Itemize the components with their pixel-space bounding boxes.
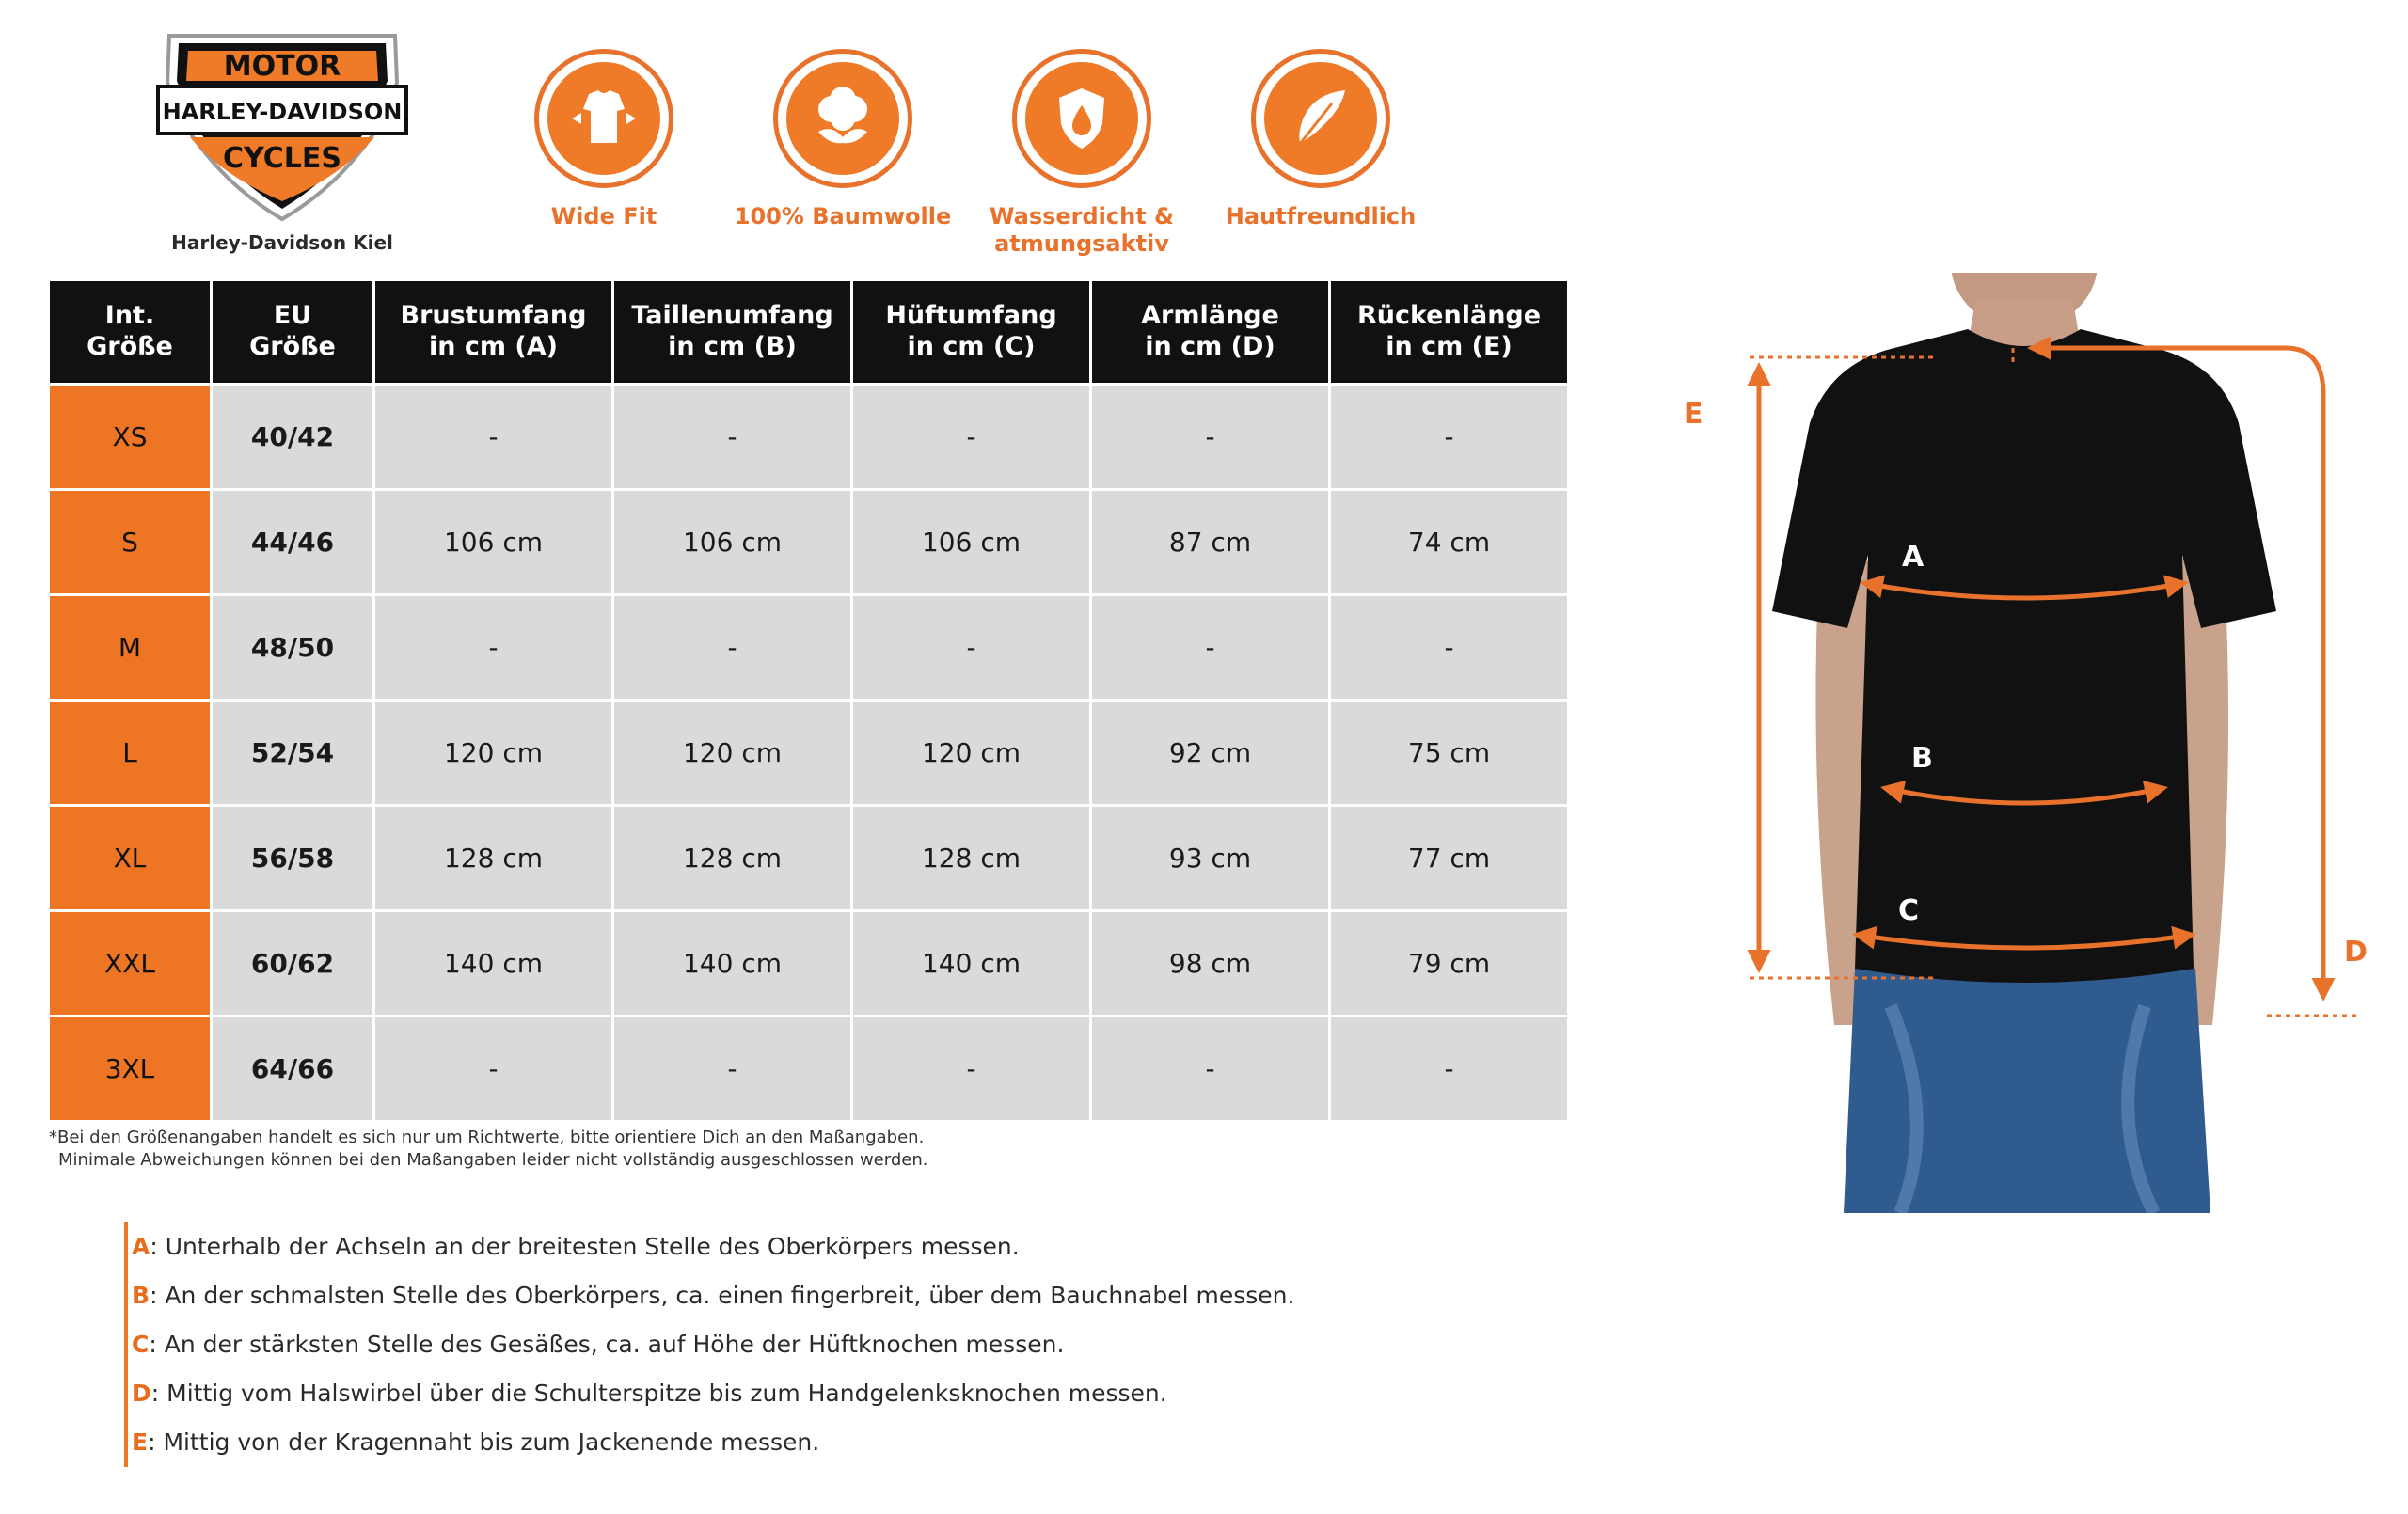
cell-waist: - — [614, 386, 850, 488]
cell-back: 79 cm — [1331, 912, 1567, 1015]
label-c: C — [1898, 894, 1920, 927]
cell-arm: 92 cm — [1092, 702, 1328, 804]
cell-chest: 128 cm — [375, 807, 611, 909]
harley-shield-logo — [150, 26, 414, 224]
cell-chest: - — [375, 596, 611, 699]
label-b: B — [1911, 742, 1933, 775]
table-row — [50, 491, 1567, 593]
legend-item-c — [128, 1320, 1294, 1369]
cell-chest: 140 cm — [375, 912, 611, 1015]
cell-arm: - — [1092, 596, 1328, 699]
cell-hip: - — [853, 596, 1089, 699]
cell-back: 77 cm — [1331, 807, 1567, 909]
label-d: D — [2344, 936, 2368, 969]
table-row — [50, 912, 1567, 1015]
cell-eu-size: 44/46 — [213, 491, 372, 593]
cell-waist: - — [614, 1017, 850, 1120]
disclaimer-line: *Bei den Größenangaben handelt es sich nur um Richtwerte, bitte orientiere Dich an den Maßangaben. — [49, 1128, 925, 1147]
table-body — [50, 386, 1567, 1120]
cell-hip: - — [853, 386, 1089, 488]
cell-back: 74 cm — [1331, 491, 1567, 593]
cell-arm: 98 cm — [1092, 912, 1328, 1015]
cell-arm: 87 cm — [1092, 491, 1328, 593]
size-disclaimer — [49, 1127, 927, 1173]
legend-text: : An der schmalsten Stelle des Oberkörpers, ca. einen fingerbreit, über dem Bauchnabel messen. — [150, 1282, 1295, 1309]
cell-arm: - — [1092, 386, 1328, 488]
cell-waist: 106 cm — [614, 491, 850, 593]
legend-item-b — [128, 1271, 1294, 1320]
svg-text:CYCLES: CYCLES — [223, 142, 341, 175]
svg-text:HARLEY-DAVIDSON: HARLEY-DAVIDSON — [162, 99, 403, 125]
header-int-size: Int. Größe — [50, 281, 210, 383]
feature-label: 100% Baumwolle — [734, 203, 952, 229]
cell-hip: 128 cm — [853, 807, 1089, 909]
cell-eu-size: 52/54 — [213, 702, 372, 804]
cell-arm: 93 cm — [1092, 807, 1328, 909]
feature-label: Wasserdicht & atmungsaktiv — [990, 203, 1174, 257]
label-e: E — [1684, 398, 1703, 431]
header-arm: Armlänge in cm (D) — [1092, 281, 1328, 383]
size-table — [47, 278, 1570, 1123]
feature-label: Wide Fit — [550, 203, 657, 229]
cell-chest: 120 cm — [375, 702, 611, 804]
legend-key: C — [132, 1331, 150, 1358]
cell-arm: - — [1092, 1017, 1328, 1120]
cell-eu-size: 64/66 — [213, 1017, 372, 1120]
feature-waterproof — [959, 49, 1204, 258]
feather-icon — [1251, 49, 1390, 188]
table-row — [50, 386, 1567, 488]
cell-hip: - — [853, 1017, 1089, 1120]
legend-text: : Mittig vom Halswirbel über die Schulterspitze bis zum Handgelenksknochen messen. — [150, 1380, 1167, 1407]
cell-chest: - — [375, 1017, 611, 1120]
cell-int-size: M — [50, 596, 210, 699]
legend-key: A — [132, 1233, 150, 1260]
cell-back: 75 cm — [1331, 702, 1567, 804]
cotton-icon — [773, 49, 912, 188]
label-a: A — [1902, 541, 1925, 574]
svg-text:MOTOR: MOTOR — [223, 50, 341, 83]
cell-eu-size: 56/58 — [213, 807, 372, 909]
cell-eu-size: 48/50 — [213, 596, 372, 699]
legend-item-a — [128, 1222, 1294, 1271]
table-header-row — [50, 281, 1567, 383]
cell-waist: - — [614, 596, 850, 699]
table-row — [50, 596, 1567, 699]
cell-back: - — [1331, 596, 1567, 699]
table-row — [50, 807, 1567, 909]
header-chest: Brustumfang in cm (A) — [375, 281, 611, 383]
table-row — [50, 702, 1567, 804]
cell-chest: 106 cm — [375, 491, 611, 593]
brand-logo — [150, 26, 414, 224]
wide-fit-icon — [534, 49, 673, 188]
cell-int-size: XXL — [50, 912, 210, 1015]
measurement-legend — [124, 1222, 1294, 1467]
feature-label: Hautfreundlich — [1225, 203, 1417, 229]
cell-waist: 120 cm — [614, 702, 850, 804]
feature-skin-friendly — [1198, 49, 1443, 230]
legend-key: D — [132, 1380, 151, 1407]
brand-caption: Harley-Davidson Kiel — [171, 231, 393, 254]
legend-text: : Unterhalb der Achseln an der breitesten Stelle des Oberkörpers messen. — [150, 1233, 1020, 1260]
cell-eu-size: 60/62 — [213, 912, 372, 1015]
cell-hip: 140 cm — [853, 912, 1089, 1015]
legend-key: B — [132, 1282, 150, 1309]
legend-item-d — [128, 1369, 1294, 1418]
header-hip: Hüftumfang in cm (C) — [853, 281, 1089, 383]
cell-int-size: L — [50, 702, 210, 804]
cell-back: - — [1331, 1017, 1567, 1120]
water-shield-icon — [1012, 49, 1151, 188]
legend-text: : An der stärksten Stelle des Gesäßes, ca. auf Höhe der Hüftknochen messen. — [149, 1331, 1065, 1358]
measurement-figure — [1656, 273, 2370, 1213]
header-back: Rückenlänge in cm (E) — [1331, 281, 1567, 383]
cell-int-size: XL — [50, 807, 210, 909]
legend-item-e — [128, 1418, 1294, 1467]
cell-hip: 106 cm — [853, 491, 1089, 593]
header-eu-size: EU Größe — [213, 281, 372, 383]
feature-wide-fit — [482, 49, 726, 230]
cell-waist: 140 cm — [614, 912, 850, 1015]
cell-chest: - — [375, 386, 611, 488]
cell-waist: 128 cm — [614, 807, 850, 909]
cell-back: - — [1331, 386, 1567, 488]
cell-hip: 120 cm — [853, 702, 1089, 804]
legend-text: : Mittig von der Kragennaht bis zum Jackenende messen. — [148, 1428, 820, 1456]
header-waist: Taillenumfang in cm (B) — [614, 281, 850, 383]
cell-int-size: 3XL — [50, 1017, 210, 1120]
feature-cotton — [721, 49, 965, 230]
cell-int-size: XS — [50, 386, 210, 488]
table-row — [50, 1017, 1567, 1120]
cell-int-size: S — [50, 491, 210, 593]
legend-key: E — [132, 1428, 149, 1456]
disclaimer-line: Minimale Abweichungen können bei den Maßangaben leider nicht vollständig ausgeschlossen werden. — [58, 1150, 928, 1171]
cell-eu-size: 40/42 — [213, 386, 372, 488]
model-jeans — [1844, 969, 2210, 1213]
